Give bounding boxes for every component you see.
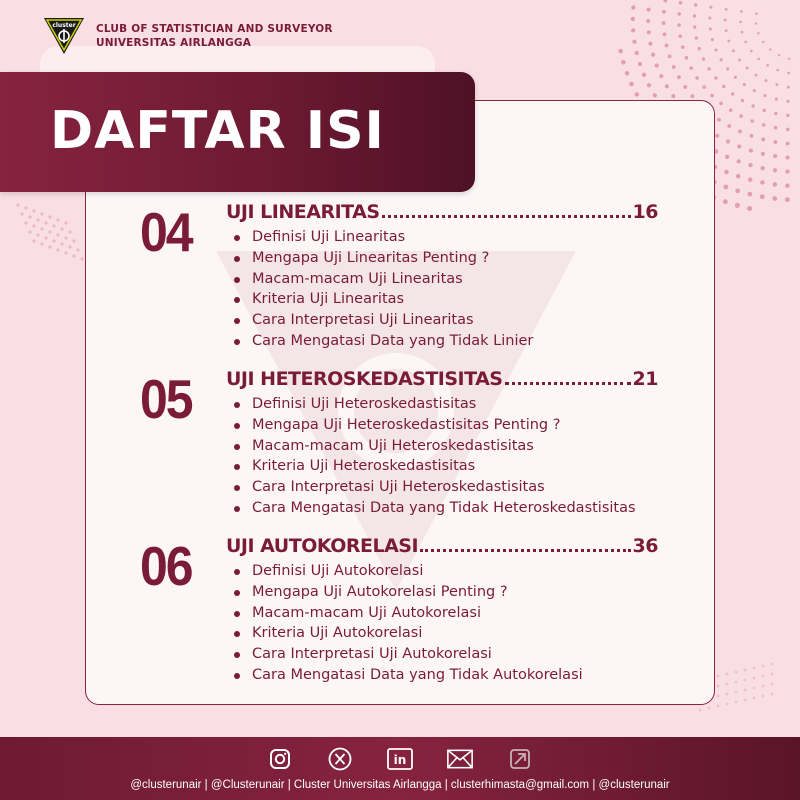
decor-dot (677, 75, 681, 79)
decor-dot (631, 5, 635, 9)
decor-dot (785, 197, 790, 202)
decor-dot (638, 62, 642, 66)
decor-dot (635, 92, 640, 97)
decor-dot (679, 34, 683, 38)
section-title: UJI LINEARITAS (226, 201, 380, 223)
decor-dot (28, 230, 31, 233)
list-item: Macam-macam Uji Heteroskedastisitas (232, 436, 636, 457)
decor-dot (671, 94, 675, 98)
decor-dot (693, 25, 696, 28)
decor-dot (773, 168, 777, 172)
decor-dot (631, 28, 635, 32)
decor-dot (771, 693, 774, 696)
decor-dot (72, 239, 75, 242)
decor-dot (725, 8, 728, 11)
decor-dot (725, 29, 728, 32)
section-page: 36 (632, 535, 658, 557)
decor-dot (755, 22, 757, 24)
decor-dot (663, 0, 667, 3)
list-item: Definisi Uji Autokorelasi (232, 561, 583, 582)
decor-dot (740, 10, 743, 13)
decor-dot (665, 84, 669, 88)
decor-dot (707, 67, 710, 70)
decor-dot (773, 140, 777, 144)
list-item: Definisi Uji Linearitas (232, 227, 533, 248)
decor-dot (773, 154, 777, 158)
decor-dot (699, 709, 702, 712)
section-number: 06 (140, 535, 192, 598)
decor-dot (642, 73, 646, 77)
mail-icon[interactable] (447, 746, 473, 772)
decor-dot (787, 72, 790, 75)
decor-dot (750, 134, 754, 138)
decor-dot (753, 697, 756, 700)
decor-dot (651, 53, 655, 57)
decor-dot (683, 85, 687, 89)
decor-dot (757, 32, 759, 34)
decor-dot (751, 104, 754, 107)
decor-dot (735, 691, 738, 694)
list-item: Macam-macam Uji Autokorelasi (232, 603, 583, 624)
x-icon[interactable] (327, 746, 353, 772)
decor-dot (735, 681, 738, 684)
decor-dot (80, 257, 83, 260)
decor-dot (647, 83, 651, 87)
decor-dot (56, 248, 59, 251)
svg-text:in: in (393, 753, 407, 767)
decor-dot (672, 65, 676, 69)
decor-dot (694, 3, 697, 6)
decor-dot (726, 683, 729, 686)
decor-dot (760, 194, 765, 199)
decor-dot (737, 144, 741, 148)
decor-dot (735, 671, 738, 674)
decor-dot (771, 683, 774, 686)
decor-dot (748, 177, 753, 182)
decor-dot (64, 236, 67, 239)
decor-dot (632, 40, 636, 44)
decor-dot (647, 8, 651, 12)
decor-dot (749, 149, 753, 153)
decor-dot (708, 707, 711, 710)
decor-dot (736, 174, 741, 179)
section-title: UJI HETEROSKEDASTISITAS (226, 368, 503, 390)
list-item: Cara Interpretasi Uji Heteroskedastisitas (232, 477, 636, 498)
decor-dot (762, 685, 765, 688)
decor-dot (719, 102, 723, 106)
decor-dot (56, 218, 59, 221)
decor-dot (48, 245, 51, 248)
linkedin-icon[interactable] (387, 746, 413, 772)
decor-dot (702, 85, 706, 89)
decor-dot (732, 49, 735, 52)
decor-dot (689, 66, 693, 70)
website-icon[interactable] (507, 746, 533, 772)
decor-dot (64, 221, 67, 224)
leader-dots (420, 549, 631, 552)
decor-dot (762, 675, 765, 678)
decor-dot (715, 134, 719, 138)
section-title: UJI AUTOKORELASI (226, 535, 419, 557)
decor-dot (747, 192, 752, 197)
instagram-icon[interactable] (267, 746, 293, 772)
decor-dot (677, 23, 681, 27)
decor-dot (723, 184, 728, 189)
decor-dot (726, 703, 729, 706)
decor-dot (753, 667, 756, 670)
decor-dot (775, 98, 778, 101)
decor-dot (727, 40, 730, 43)
decor-dot (727, 124, 731, 128)
section-number: 04 (140, 201, 192, 264)
decor-dot (786, 142, 790, 146)
decor-dot (725, 155, 729, 159)
list-item: Cara Mengatasi Data yang Tidak Heteroskedastisitas (232, 498, 636, 519)
decor-dot (771, 663, 774, 666)
decor-dot (659, 74, 663, 78)
svg-text:cluster: cluster (52, 22, 76, 29)
decor-dot (635, 51, 639, 55)
decor-dot (750, 50, 753, 53)
list-item: Cara Mengatasi Data yang Tidak Autokorelasi (232, 665, 583, 686)
decor-dot (753, 687, 756, 690)
decor-dot (750, 119, 754, 123)
decor-dot (738, 129, 742, 133)
decor-dot (702, 57, 705, 60)
decor-dot (774, 112, 777, 115)
decor-dot (40, 227, 43, 230)
decor-dot (76, 248, 79, 251)
footer-contact-text: @clusterunair | @Clusterunair | Cluster Universitas Airlangga | clusterhimasta@gmail.com | @clusterunair (130, 779, 670, 791)
decor-dot (739, 21, 742, 24)
decor-dot (723, 199, 728, 204)
section-item-list (232, 394, 636, 519)
decor-dot (776, 69, 779, 72)
decor-dot (785, 155, 789, 159)
decor-dot (52, 224, 55, 227)
decor-dot (761, 152, 765, 156)
list-item: Kriteria Uji Linearitas (232, 289, 533, 310)
decor-dot (762, 123, 766, 127)
decor-dot (717, 695, 720, 698)
decor-dot (631, 17, 635, 21)
decor-dot (690, 94, 694, 98)
list-item: Kriteria Uji Autokorelasi (232, 623, 583, 644)
decor-dot (774, 126, 778, 130)
decor-dot (724, 19, 727, 22)
leader-dots (382, 215, 631, 218)
decor-dot (662, 21, 666, 25)
decor-dot (648, 42, 652, 46)
decor-dot (60, 242, 63, 245)
decor-dot (755, 74, 758, 77)
decor-dot (769, 48, 771, 50)
decor-dot (755, 13, 757, 15)
decor-dot (757, 58, 760, 61)
decor-dot (741, 31, 744, 34)
decor-dot (693, 14, 696, 17)
decor-dot (726, 139, 730, 143)
decor-dot (760, 166, 764, 170)
decor-dot (40, 242, 43, 245)
decor-dot (695, 36, 698, 39)
decor-dot (24, 206, 27, 209)
decor-dot (681, 45, 685, 49)
decor-dot (72, 254, 75, 257)
decor-dot (778, 54, 780, 56)
decor-dot (786, 114, 789, 117)
list-item: Macam-macam Uji Linearitas (232, 269, 533, 290)
cluster-logo-icon (42, 16, 86, 56)
decor-dot (747, 206, 752, 211)
list-item: Mengapa Uji Autokorelasi Penting ? (232, 582, 583, 603)
decor-dot (743, 83, 746, 86)
decor-dot (744, 41, 747, 44)
decor-dot (738, 59, 741, 62)
decor-dot (710, 94, 714, 98)
decor-dot (48, 230, 51, 233)
decor-dot (744, 689, 747, 692)
list-item: Mengapa Uji Heteroskedastisitas Penting ? (232, 415, 636, 436)
decor-dot (714, 48, 717, 51)
decor-dot (744, 699, 747, 702)
section-heading[interactable] (226, 535, 658, 557)
leader-dots (505, 382, 631, 385)
decor-dot (685, 56, 689, 60)
decor-dot (48, 215, 51, 218)
decor-dot (698, 47, 701, 50)
decor-dot (24, 221, 27, 224)
decor-dot (726, 693, 729, 696)
decor-dot (68, 245, 71, 248)
decor-dot (32, 209, 35, 212)
brand-header (42, 16, 333, 56)
decor-dot (36, 218, 39, 221)
decor-dot (668, 54, 672, 58)
list-item: Cara Interpretasi Uji Linearitas (232, 310, 533, 331)
section-item-list (232, 227, 533, 352)
decor-dot (734, 76, 737, 79)
decor-dot (621, 60, 626, 65)
decor-dot (773, 182, 778, 187)
decor-dot (735, 701, 738, 704)
decor-dot (760, 180, 765, 185)
org-university: UNIVERSITAS AIRLANGGA (96, 37, 252, 49)
decor-dot (60, 227, 63, 230)
decor-dot (679, 1, 683, 5)
list-item: Cara Mengatasi Data yang Tidak Linier (232, 331, 533, 352)
decor-dot (762, 41, 764, 43)
decor-dot (785, 183, 790, 188)
decor-dot (36, 233, 39, 236)
decor-dot (786, 100, 789, 103)
footer-bar (0, 737, 800, 800)
decor-dot (771, 673, 774, 676)
decor-dot (64, 251, 67, 254)
decor-dot (68, 230, 71, 233)
decor-dot (722, 85, 725, 88)
decor-dot (711, 38, 714, 41)
decor-dot (32, 239, 35, 242)
decor-dot (708, 16, 711, 19)
decor-dot (737, 159, 741, 163)
section-page: 21 (632, 368, 658, 390)
section-number: 05 (140, 368, 192, 431)
decor-dot (709, 6, 712, 9)
decor-dot (775, 83, 778, 86)
decor-dot (646, 19, 650, 23)
decor-dot (655, 64, 659, 68)
decor-dot (52, 239, 55, 242)
decor-dot (726, 673, 729, 676)
decor-dot (28, 215, 31, 218)
decor-dot (618, 49, 623, 54)
decor-dot (717, 675, 720, 678)
decor-dot (653, 93, 657, 97)
decor-dot (729, 108, 733, 112)
decor-dot (753, 89, 756, 92)
decor-dot (629, 82, 634, 87)
decor-dot (662, 10, 666, 14)
decor-dot (766, 64, 769, 67)
section-page: 16 (632, 201, 658, 223)
decor-dot (788, 58, 790, 60)
decor-dot (744, 679, 747, 682)
decor-dot (677, 12, 681, 16)
page-title: DAFTAR ISI (50, 101, 385, 161)
decor-dot (735, 203, 740, 208)
section-heading[interactable] (226, 201, 658, 223)
decor-dot (763, 94, 766, 97)
decor-dot (741, 99, 744, 102)
decor-dot (786, 128, 790, 132)
decor-dot (763, 109, 766, 112)
decor-dot (709, 27, 712, 30)
decor-dot (787, 86, 790, 89)
decor-dot (663, 32, 667, 36)
decor-dot (44, 236, 47, 239)
decor-dot (717, 685, 720, 688)
decor-dot (56, 233, 59, 236)
decor-dot (665, 44, 669, 48)
decor-dot (20, 212, 23, 215)
decor-dot (772, 196, 777, 201)
decor-dot (731, 92, 734, 95)
decor-dot (753, 677, 756, 680)
decor-dot (717, 705, 720, 708)
decor-dot (625, 71, 630, 76)
decor-dot (714, 76, 717, 79)
decor-dot (40, 212, 43, 215)
title-banner (0, 72, 475, 192)
decor-dot (785, 169, 789, 173)
decor-dot (748, 163, 752, 167)
section-item-list (232, 561, 583, 686)
decor-dot (724, 170, 729, 175)
decor-dot (720, 58, 723, 61)
decor-dot (16, 203, 19, 206)
list-item: Kriteria Uji Heteroskedastisitas (232, 456, 636, 477)
decor-dot (726, 67, 729, 70)
decor-dot (717, 118, 721, 122)
decor-dot (762, 665, 765, 668)
decor-dot (765, 79, 768, 82)
decor-dot (44, 221, 47, 224)
decor-dot (735, 188, 740, 193)
decor-dot (761, 137, 765, 141)
decor-dot (744, 669, 747, 672)
decor-dot (32, 224, 35, 227)
list-item: Cara Interpretasi Uji Autokorelasi (232, 644, 583, 665)
org-name: CLUB OF STATISTICIAN AND SURVEYOR (96, 23, 333, 35)
decor-dot (762, 695, 765, 698)
decor-dot (739, 114, 743, 118)
decor-dot (746, 67, 749, 70)
list-item: Definisi Uji Heteroskedastisitas (232, 394, 636, 415)
list-item: Mengapa Uji Linearitas Penting ? (232, 248, 533, 269)
decor-dot (695, 76, 699, 80)
decor-dot (647, 30, 651, 34)
section-heading[interactable] (226, 368, 658, 390)
social-links (0, 746, 800, 772)
